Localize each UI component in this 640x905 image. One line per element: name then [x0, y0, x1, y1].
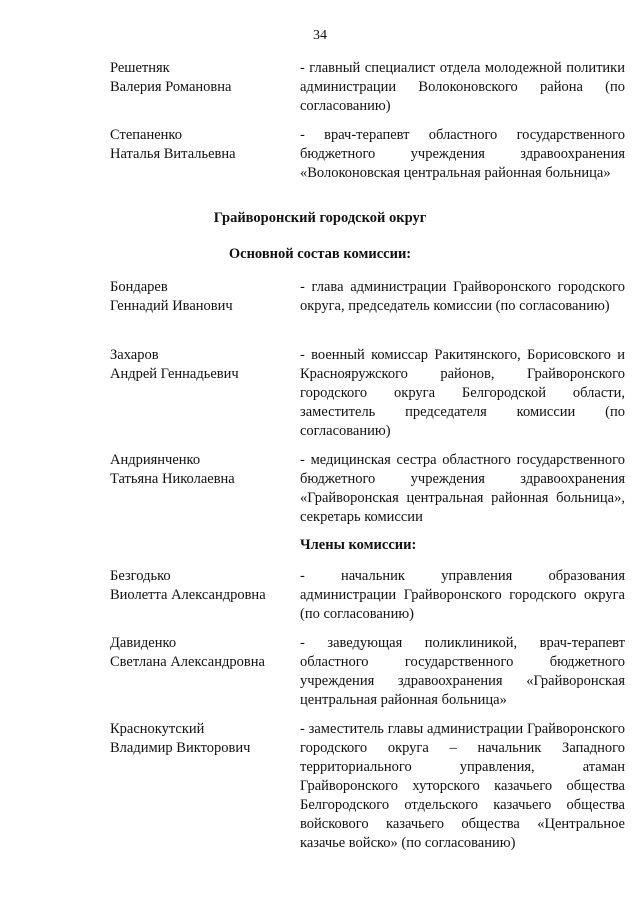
- person-name: [110, 567, 290, 605]
- members-title: Члены комиссии:: [300, 537, 417, 553]
- position-description: - врач-терапевт областного государственного бюджетного учреждения здравоохранения «Волоконовская центральная районная больница»: [300, 127, 625, 181]
- given-name: Андрей Геннадьевич: [110, 366, 239, 382]
- given-name: Татьяна Николаевна: [110, 471, 235, 487]
- given-name: Светлана Александровна: [110, 654, 265, 670]
- given-name: Валерия Романовна: [110, 79, 232, 95]
- surname: Решетняк: [110, 60, 170, 76]
- person-name: [110, 278, 290, 316]
- given-name: Геннадий Иванович: [110, 298, 233, 314]
- surname: Андриянченко: [110, 452, 201, 468]
- person-name: [110, 720, 290, 758]
- person-name: [110, 346, 290, 384]
- given-name: Наталья Витальевна: [110, 146, 236, 162]
- person-name: [110, 126, 290, 164]
- person-name: [110, 634, 290, 672]
- page-number: 34: [313, 28, 327, 43]
- surname: Бондарев: [110, 279, 168, 295]
- person-name: [110, 59, 290, 97]
- position-description: - медицинская сестра областного государственного бюджетного учреждения здравоохранения «Грайворонская центральная районная больница», секретарь комиссии: [300, 452, 625, 525]
- surname: Захаров: [110, 347, 159, 363]
- surname: Безгодько: [110, 568, 171, 584]
- given-name: Владимир Викторович: [110, 740, 251, 756]
- position-description: - военный комиссар Ракитянского, Борисовского и Краснояружского районов, Грайворонского городского округа Белгородской области, заместитель председателя комиссии (по согласованию): [300, 347, 625, 439]
- given-name: Виолетта Александровна: [110, 587, 266, 603]
- surname: Степаненко: [110, 127, 182, 143]
- main-composition-title: Основной состав комиссии:: [228, 246, 412, 262]
- position-description: - заведующая поликлиникой, врач-терапевт областного государственного бюджетного учреждения здравоохранения «Грайворонская центральная районная больница»: [300, 635, 625, 708]
- position-description: - главный специалист отдела молодежной политики администрации Волоконовского района (по согласованию): [300, 60, 625, 114]
- position-description: - глава администрации Грайворонского городского округа, председатель комиссии (по согласованию): [300, 279, 625, 314]
- position-description: - начальник управления образования администрации Грайворонского городского округа (по согласованию): [300, 568, 625, 622]
- person-name: [110, 451, 290, 489]
- surname: Краснокутский: [110, 721, 205, 737]
- surname: Давиденко: [110, 635, 177, 651]
- position-description: - заместитель главы администрации Грайворонского городского округа – начальник Западного территориального управления, атаман Грайворонского хуторского казачьего общества Белгородского отдельского казачьего общества войскового казачьего общества «Центральное казачье войско» (по согласованию): [300, 721, 625, 851]
- district-title: Грайворонский городской округ: [213, 210, 427, 226]
